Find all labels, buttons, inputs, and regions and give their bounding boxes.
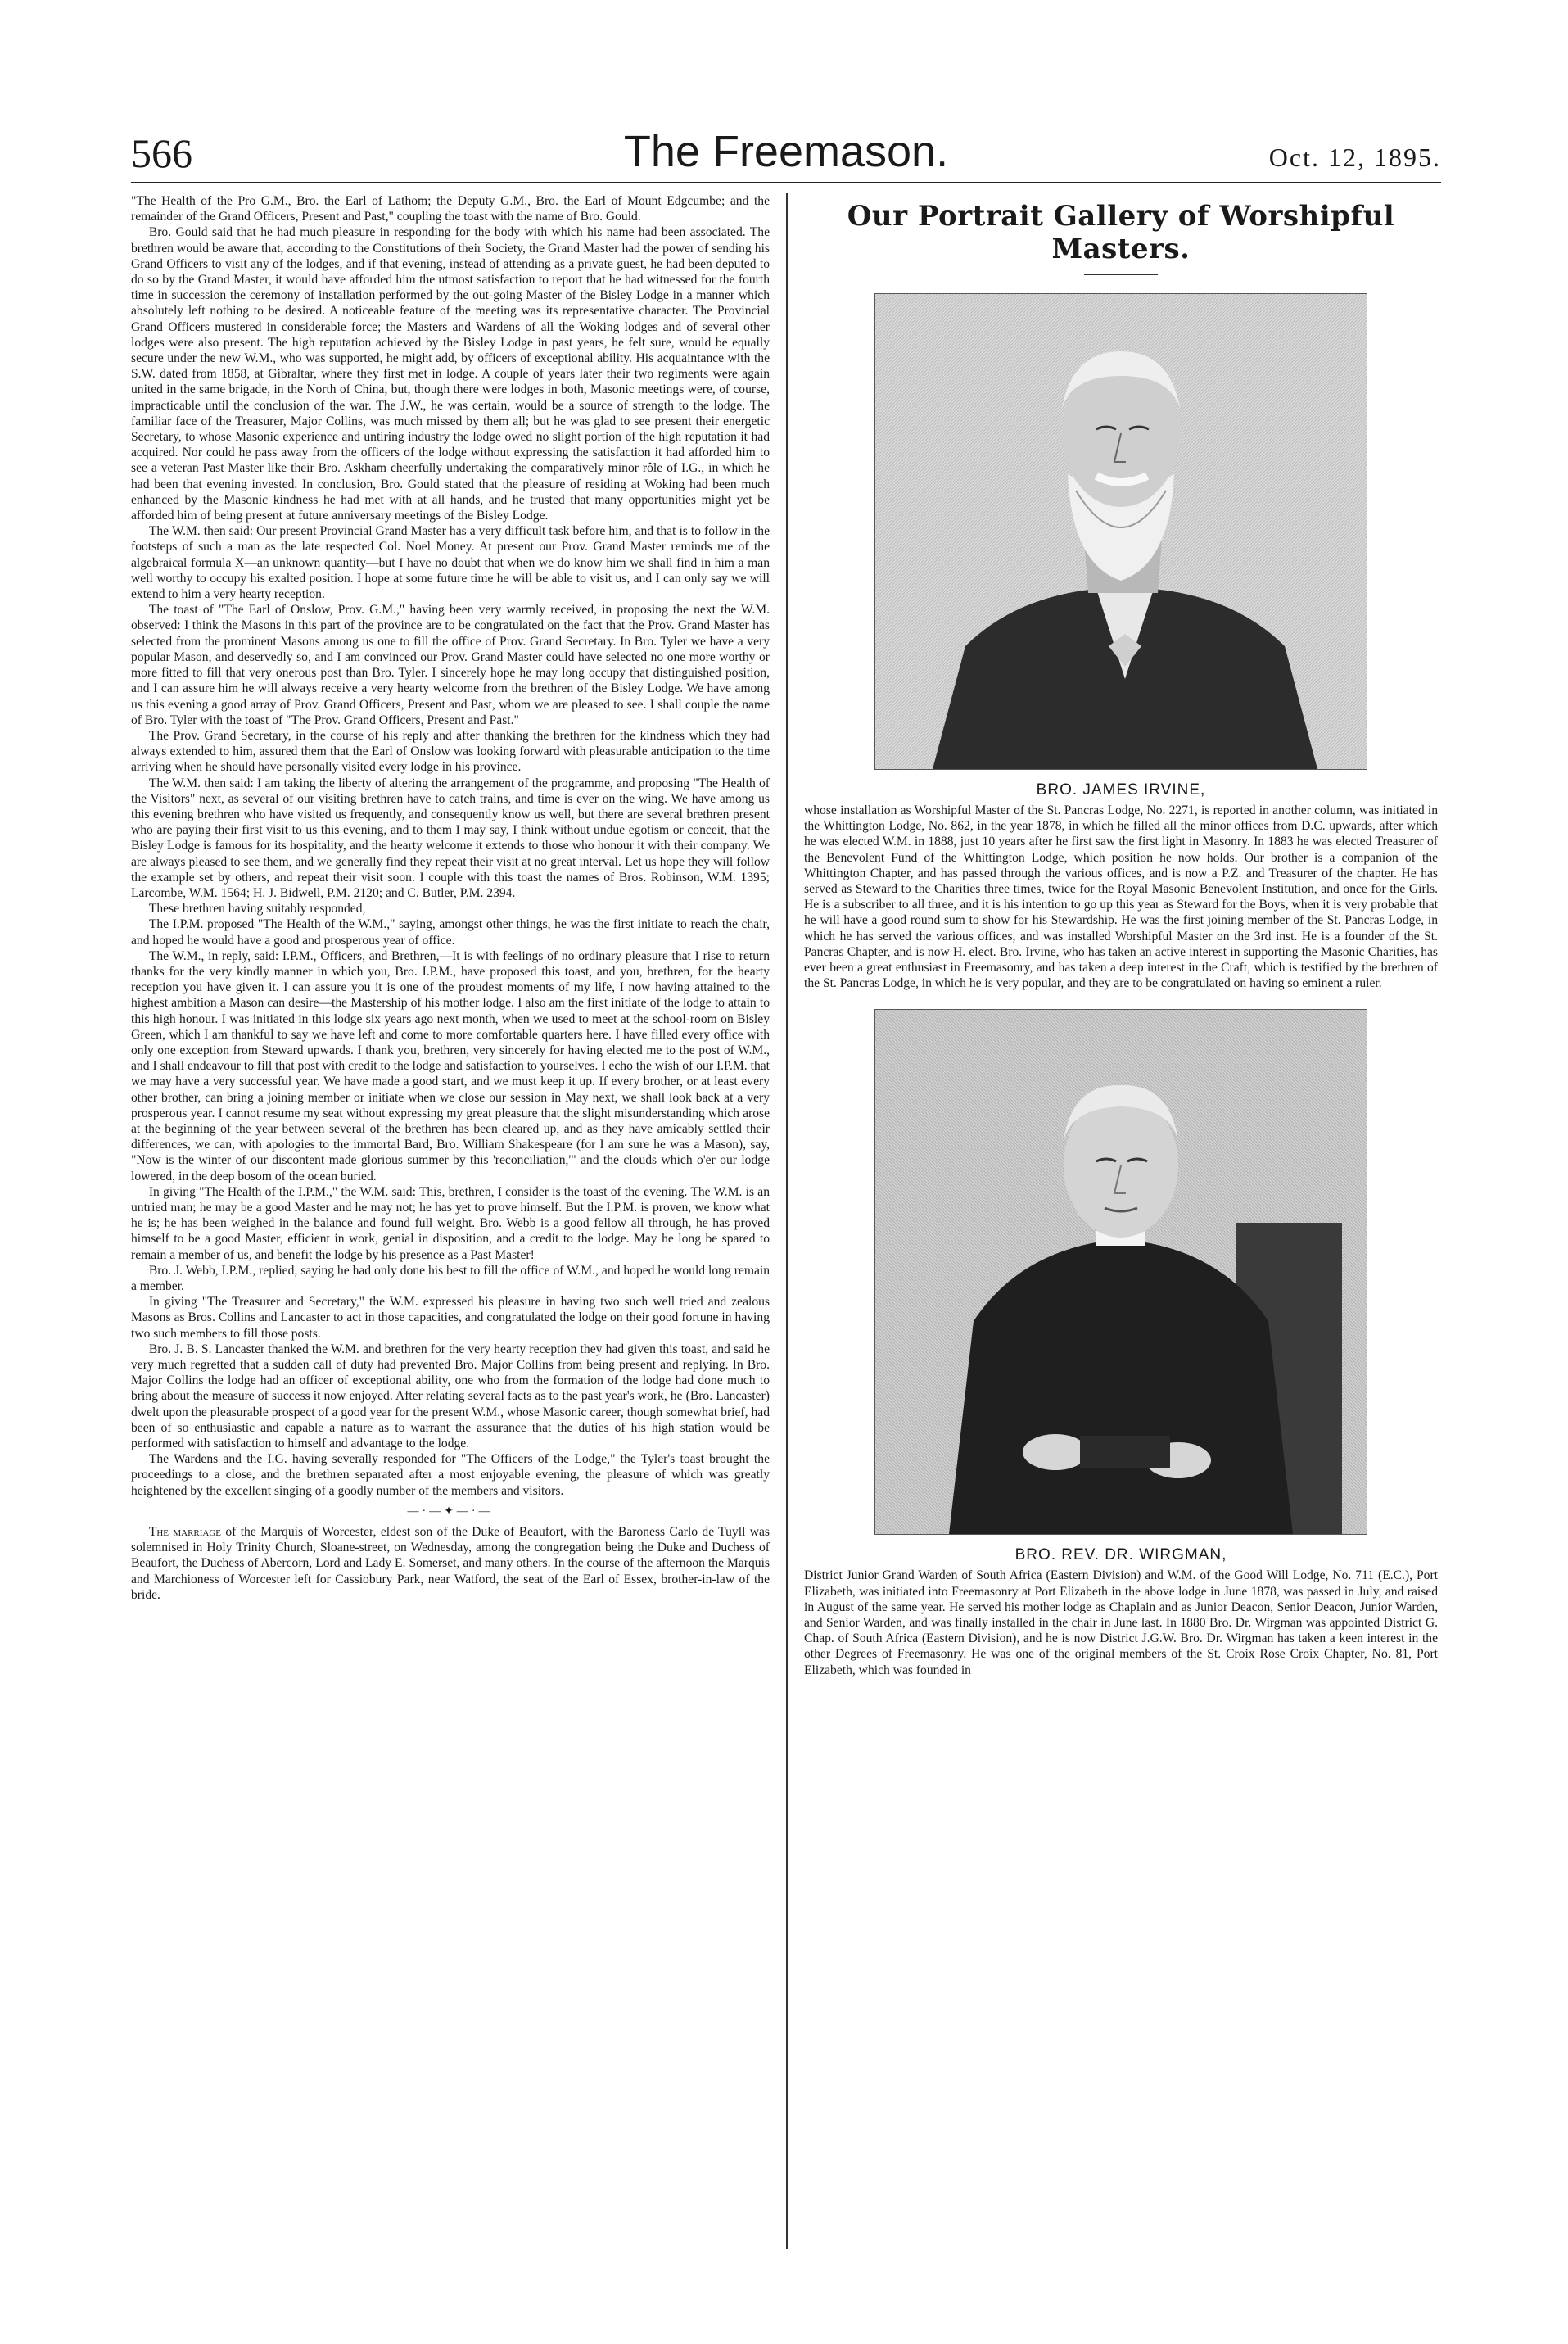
left-column-article: [131, 193, 770, 2306]
portrait-rev-dr-wirgman: [874, 1009, 1367, 1535]
article-paragraph: The W.M. then said: Our present Provincial Grand Master has a very difficult task before him, and that is to follow in the footsteps of such a man as the late respected Col. Noel Money. At present our Prov. Grand Master reminds me of the algebraical formula X—an unknown quantity—but I have no doubt that when we do know him we shall find in him a man well worthy to occupy his exalted position. I hope at some future time he will be able to visit us, and I can only say we will extend to him a very hearty reception.: [131, 524, 770, 602]
column-divider: [786, 193, 788, 2249]
masthead-rule: [131, 182, 1441, 183]
article-paragraph: Bro. Gould said that he had much pleasure in responding for the body with which his name had been associated. The brethren would be aware that, according to the Constitutions of their Society, the Grand Master had the power of sending his Grand Officers to visit any of the lodges, and if that evening, instead of attending as a private guest, he had been deputed to do so by the Grand Master, it would have afforded him the utmost satisfaction to report that he had witnessed for the fourth time in succession the ceremony of installation performed by the out-going Master of the Bisley Lodge in a manner which absolutely left nothing to be desired. A noticeable feature of the meeting was its representative character. The Provincial Grand Officers mustered in considerable force; the Masters and Wardens of all the Woking lodges and of several other lodges were also present. The high reputation achieved by the Bisley Lodge in past years, he felt sure, would be equally secure under the new W.M., who was supported, he might add, by officers of exceptional ability. His acquaintance with the S.W. dated from 1858, at Gibraltar, where they first met in lodge. A couple of years later their two regiments were again united in the same brigade, in the North of China, but, though there were lodges in both, Masonic meetings were, of course, impracticable until the conclusion of the war. The J.W., he was certain, would be a source of strength to the lodge. The familiar face of the Treasurer, Major Collins, was much missed by them all; but he was glad to see present their energetic Secretary, to whose Masonic experience and untiring industry the lodge owed no slight portion of the high reputation it had acquired. Nor could he pass away from the officers of the lodge without expressing the satisfaction it had afforded him to see a veteran Past Master like their Bro. Askham cheerfully undertaking the comparatively minor rôle of I.G., in which he had been that evening invested. In conclusion, Bro. Gould stated that the pleasure of residing at Woking had been much enhanced by the Masonic kindness he had met with at all hands, and he trusted that many opportunities might yet be afforded him of being present at future anniversary meetings of the Bisley Lodge.: [131, 225, 770, 523]
biography-wirgman: [804, 1568, 1438, 1677]
article-paragraph: The I.P.M. proposed "The Health of the W.M.," saying, amongst other things, he was the first initiate to reach the chair, and hoped he would have a good and prosperous year of office.: [131, 917, 770, 948]
article-paragraph: The Wardens and the I.G. having severally responded for "The Officers of the Lodge," the Tyler's toast brought the proceedings to a close, and the brethren separated after a most enjoyable evening, the pleasure of which was greatly heightened by the excellent singing of a goodly number of the members and visitors.: [131, 1452, 770, 1498]
article-paragraph: "The Health of the Pro G.M., Bro. the Earl of Lathom; the Deputy G.M., Bro. the Earl of Mount Edgcumbe; and the remainder of the Grand Officers, Present and Past," coupling the toast with the name of Bro. Gould.: [131, 194, 770, 224]
marriage-notice-text: of the Marquis of Worcester, eldest son of the Duke of Beaufort, with the Baroness Carlo de Tuyll was solemnised in Holy Trinity Church, Sloane-street, on Wednesday, among the congregation being the Duke and Duchess of Beaufort, the Duchess of Abercorn, Lord and Lady E. Somerset, and many others. In the course of the afternoon the Marquis and Marchioness of Worcester left for Cassiobury Park, near Watford, the seat of the Earl of Essex, brother-in-law of the bride.: [131, 1525, 770, 1602]
right-column-gallery: [801, 193, 1441, 2306]
portrait-caption: BRO. JAMES IRVINE,: [1036, 781, 1206, 799]
article-paragraph: The W.M., in reply, said: I.P.M., Officers, and Brethren,—It is with feelings of no ordinary pleasure that I rise to return thanks for the very kindly manner in which you, Bro. I.P.M., have proposed this toast, and you, brethren, for the hearty reception you have given it. I can assure you it is one of the proudest moments of my life, I now having attained to the highest ambition a Mason can desire—the Mastership of his mother lodge. I also am the first initiate of the lodge to attain to this high honour. I was initiated in this lodge six years ago next month, when we used to meet at the school-room on Bisley Green, which I am thankful to say we have left and come to more comfortable quarters here. I have filled every office with only one exception from Steward upwards. I thank you, brethren, very sincerely for having elected me to the post of W.M., and I shall endeavour to fill that post with credit to the lodge and satisfaction to yourselves. I echo the wish of our I.P.M. that we may have a very successful year. We have made a good start, and we must keep it up. If every brother, or at least every other brother, can bring a joining member or initiate when we close our session in May next, we shall look back at a very prosperous year. I cannot resume my seat without expressing my great pleasure that the slight misunderstanding which arose at the beginning of the year between several of the brethren has been cleared up, and as they have amicably settled their differences, we can, with apologies to the immortal Bard, Bro. William Shakespeare (for I am sure he was a Mason), say, "Now is the winter of our discontent made glorious summer by this 'reconciliation,'" and the clouds which o'er our lodge lowered, in the deep bosom of the ocean buried.: [131, 948, 770, 1183]
article-paragraph: In giving "The Treasurer and Secretary," the W.M. expressed his pleasure in having two such well tried and zealous Masons as Bros. Collins and Lancaster to act in those capacities, and congratulated the lodge on their good fortune in having two such members to fill those posts.: [131, 1295, 770, 1341]
engraved-portrait-icon: [875, 1010, 1367, 1534]
article-paragraph: In giving "The Health of the I.P.M.," the W.M. said: This, brethren, I consider is the toast of the evening. The W.M. is an untried man; he may be a good Master and he may not; he has yet to prove himself. But the I.P.M. is proven, we know what he is; he has been weighed in the balance and found full weight. Bro. Webb is a good fellow all through, he has proved himself to be a good Master, efficient in work, genial in disposition, and a credit to the lodge. May he long be spared to remain a member of us, and benefit the lodge by his presence as a Past Master!: [131, 1184, 770, 1262]
portrait-james-irvine: [874, 293, 1367, 770]
page-number: 566: [131, 130, 192, 176]
heading-rule: [1084, 274, 1158, 275]
engraved-portrait-icon: [875, 294, 1367, 769]
biography-text: whose installation as Worshipful Master of the St. Pancras Lodge, No. 2271, is reported in another column, was initiated in the Whittington Lodge, No. 862, in the year 1878, in which he filled all the minor offices from D.C. upwards, after which he was elected W.M. in 1888, just 10 years after he first saw the first light in Masonry. In 1883 he was elected Treasurer of the Benevolent Fund of the Whittington Lodge, which position he now holds. Our brother is a companion of the Whittington Chapter, and has passed through the various offices, and is now a P.Z. and Treasurer of the chapter. He has served as Steward to the Charities three times, twice for the Royal Masonic Benevolent Institution, and once for the Girls. He is a subscriber to all three, and it is his intention to go up this year as Steward for the Boys, when it is very probable that he will have a good round sum to show for his Stewardship. He was the first joining member of the St. Pancras Lodge, in which he has served the various offices, and was installed Worshipful Master on the 3rd inst. He is a founder of the St. Pancras Chapter, and is now H. elect. Bro. Irvine, who has taken an active interest in supporting the Masonic Charities, has ever been a great enthusiast in Freemasonry, and has taken a deep interest in the Craft, which is testified by the brethren of the St. Pancras Lodge, in which he is very popular, and they are to be congratulated on having so eminent a ruler.: [804, 803, 1438, 991]
marriage-notice-lead: The marriage: [148, 1525, 222, 1540]
article-paragraph: Bro. J. B. S. Lancaster thanked the W.M. and brethren for the very hearty reception they had given this toast, and said he very much regretted that a sudden call of duty had prevented Bro. Major Collins from being present and replying. In Bro. Major Collins the lodge had an officer of exceptional ability, one who from the formation of the lodge had done much to bring about the measure of success it now enjoyed. After relating several facts as to the past year's work, he (Bro. Lancaster) dwelt upon the pleasurable prospect of a good year for the present W.M., whose Masonic career, though somewhat brief, had been of so enthusiastic and capable a nature as to warrant the assurance that the duties of his high station would be performed with satisfaction to himself and advantage to the lodge.: [131, 1342, 770, 1451]
newspaper-title: The Freemason.: [623, 127, 949, 176]
issue-date: Oct. 12, 1895.: [1268, 143, 1441, 172]
masthead: [131, 115, 1441, 180]
biography-irvine: [804, 803, 1438, 991]
marriage-notice: [131, 1524, 770, 1603]
article-paragraph: Bro. J. Webb, I.P.M., replied, saying he had only done his best to fill the office of W.M., and hoped he would long remain a member.: [131, 1263, 770, 1294]
article-paragraph: These brethren having suitably responded,: [148, 902, 366, 916]
portrait-caption: BRO. REV. DR. WIRGMAN,: [1014, 1546, 1227, 1564]
article-paragraph: The Prov. Grand Secretary, in the course of his reply and after thanking the brethren for the kindness which they had always extended to him, assured them that the Earl of Onslow was looking forward with pleasurable anticipation to the time arriving when he should have personally visited every lodge in his province.: [131, 728, 770, 775]
gallery-heading: Our Portrait Gallery of Worshipful Masters.: [847, 200, 1395, 265]
article-paragraph: The W.M. then said: I am taking the liberty of altering the arrangement of the programme, and proposing "The Health of the Visitors" next, as several of our visiting brethren have to catch trains, and time is ever on the wing. We have among us this evening brethren who have visited us frequently, and consequently know us well, but there are several brethren present who are paying their first visit to us this evening, and to them I may say, I think without undue egotism or conceit, that the Bisley Lodge is famous for its hospitality, and the hearty welcome it extends to those who honour it with their company. We are always pleased to see them, and we generally find they repeat their visit at no great interval. Let us hope they will follow the example set by others, and repeat their visit soon. I couple with this toast the names of Bros. Robinson, W.M. 1395; Larcombe, W.M. 1564; H. J. Bidwell, P.M. 2120; and C. Butler, P.M. 2394.: [131, 776, 770, 900]
biography-text: District Junior Grand Warden of South Africa (Eastern Division) and W.M. of the Good Will Lodge, No. 711 (E.C.), Port Elizabeth, was initiated into Freemasonry at Port Elizabeth in the above lodge in June 1878, was passed in July, and raised in August of the same year. He served his mother lodge as Chaplain and as Junior Deacon, Senior Deacon, Junior Warden, and Senior Warden, and was finally installed in the chair in June last. In 1880 Bro. Dr. Wirgman was appointed District G. Chap. of South Africa (Eastern Division), and he is now District J.G.W. Bro. Dr. Wirgman has taken a keen interest in the other Degrees of Freemasonry. He was one of the original members of the St. Croix Rose Croix Chapter, No. 81, Port Elizabeth, which was founded in: [804, 1568, 1438, 1677]
article-paragraph: The toast of "The Earl of Onslow, Prov. G.M.," having been very warmly received, in proposing the next the W.M. observed: I think the Masons in this part of the province are to be congratulated on the fact that the Prov. Grand Master has selected from the prominent Masons among us one to fill the office of Prov. Grand Secretary. In Bro. Tyler we have a very popular Mason, and deservedly so, and I am convinced our Prov. Grand Master could have selected no one more worthy or more fitted to fill that very onerous post than Bro. Tyler. I sincerely hope he may long occupy that distinguished position, and I can assure him he will always receive a very hearty welcome from the brethren of the Bisley Lodge. We have among us this evening a good array of Prov. Grand Officers, Present and Past, whom we are pleased to see. I shall couple the name of Bro. Tyler with the toast of "The Prov. Grand Officers, Present and Past.": [131, 603, 770, 727]
section-ornament: —·—✦—·—: [407, 1505, 494, 1518]
